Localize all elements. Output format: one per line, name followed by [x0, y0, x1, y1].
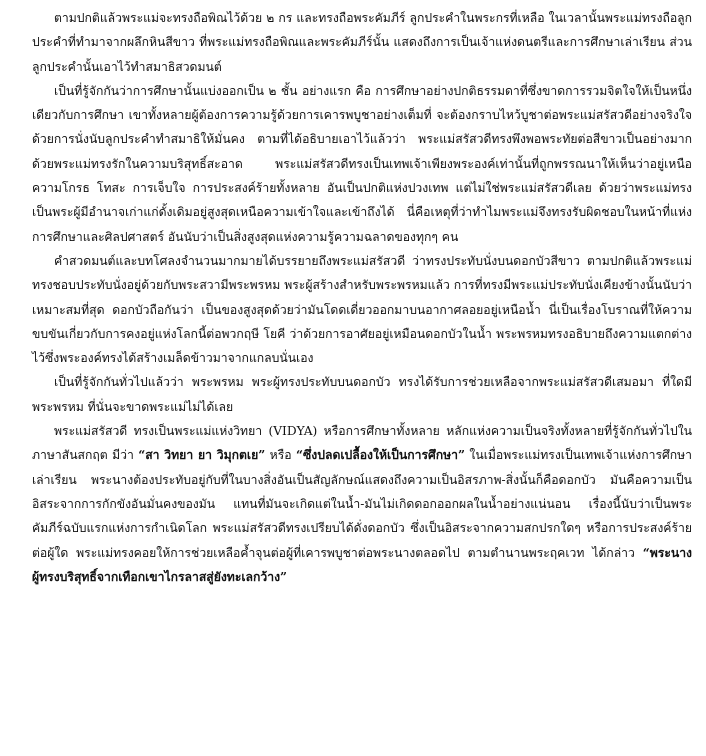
rigveda-quote: “พระนางผู้ทรงบริสุทธิ์จากเทือกเขาไกรลาสสู่ยังทะเลกว้าง” [32, 545, 692, 584]
paragraph-4: เป็นที่รู้จักกันทั่วไปแล้วว่า พระพรหม พระผู้ทรงประทับบนดอกบัว ทรงได้รับการช่วยเหลือจากพระแม่สรัสวดีเสมอมา ที่ใดมีพระพรหม ที่นั่นจะขาดพระแม่ไม่ได้เลย [32, 375, 692, 414]
paragraph-5-text: พระแม่สรัสวดี ทรงเป็นพระแม่แห่งวิทยา (VIDYA) หรือการศึกษาทั้งหลาย หลักแห่งความเป็นจริงทั้งหลายที่รู้จักกันทั่วไปในภาษาสันสกฤต มีว่า [32, 424, 692, 463]
paragraph-5-body: ในเมื่อพระแม่ทรงเป็นเทพเจ้าแห่งการศึกษาเล่าเรียน พระนางต้องประทับอยู่กับที่ในบางสิ่งอันเป็นสัญลักษณ์แสดงถึงความเป็นอิสรภาพ-สิ่งนั้นก็คือดอกบัว มันคือความเป็นอิสระจากการกักขังอันมั่นคงของมัน แทนที่มันจะเกิดแต่ในน้ำ-มันไม่เกิดดอกออกผลในน้ำอย่างแน่นอน เรื่องนี้นับว่าเป็นพระคัมภีร์ฉบับแรกแห่งการกำเนิดโลก พระแม่สรัสวดีทรงเปรียบได้ดั่งดอกบัว ซึ่งเป็นอิสระจากความสกปรกใดๆ หรือการประสงค์ร้ายต่อผู้ใด พระแม่ทรงคอยให้การช่วยเหลือค้ำจุนต่อผู้ที่เคารพบูชาต่อพระนางตลอดไป ตามตำนานพระฤคเวท ได้กล่าว [32, 448, 692, 560]
paragraph-5-connector: หรือ [265, 448, 297, 463]
sanskrit-quote: “สา วิทยา ยา วิมุกตเย” [138, 448, 266, 463]
paragraph-2: เป็นที่รู้จักกันว่าการศึกษานั้นแบ่งออกเป็น ๒ ชั้น อย่างแรก คือ การศึกษาอย่างปกติธรรมดาที่ซึ่งขาดการรวมจิตใจให้เป็นหนึ่งเดียวกับการศึกษา เขาทั้งหลายผู้ต้องการความรู้ด้วยการเคารพบูชาอย่างเต็มที่ จะต้องกราบไหว้บูชาต่อพระแม่สรัสวดีอย่างจริงใจ ด้วยการนั่งนับลูกประคำทำสมาธิให้มั่นคง ตามที่ได้อธิบายเอาไว้แล้วว่า พระแม่สรัสวดีทรงพึงพอพระทัยต่อสีขาวเป็นอย่างมาก ด้วยพระแม่ทรงรักในความบริสุทธิ์สะอาด พระแม่สรัสวดีทรงเป็นเทพเจ้าเพียงพระองค์เท่านั้นที่ถูกพรรณนาให้เห็นว่าอยู่เหนือความโกรธ โทสะ การเจ็บใจ การประสงค์ร้ายทั้งหลาย อันเป็นปกติแห่งปวงเทพ แต่ไม่ใช่พระแม่สรัสวดีเลย ด้วยว่าพระแม่ทรงเป็นพระผู้มีอำนาจเก่าแก่ดั้งเดิมอยู่สูงสุดเหนือความเข้าใจและเข้าถึงได้ นี่คือเหตุที่ว่าทำไมพระแม่จึงทรงรับผิดชอบในหน้าที่แห่งการศึกษาและศิลปศาสตร์ อันนับว่าเป็นสิ่งสูงสุดแห่งความรู้ความฉลาดของทุกๆ คน [32, 83, 692, 244]
paragraph-3: คำสวดมนต์และบทโศลงจำนวนมากมายได้บรรยายถึงพระแม่สรัสวดี ว่าทรงประทับนั่งบนดอกบัวสีขาว ตามปกติแล้วพระแม่ทรงชอบประทับนั่งอยู่ด้วยกับพระสวามีพระพรหม พระผู้สร้างสำหรับพระพรหมแล้ว การที่ทรงมีพระแม่ประทับนั่งเคียงข้างนั้นนับว่าเหมาะสมที่สุด ดอกบัวถือกันว่า เป็นของสูงสุดด้วยว่ามันโดดเดี่ยวออกมาบนอากาศลอยอยู่เหนือน้ำ นี่เป็นเรื่องโบราณที่ให้ความขบขันเกี่ยวกับการคงอยู่แห่งโลกนี้ต่อพวกฤษี โยคี ว่าด้วยการอาศัยอยู่เหมือนดอกบัวในน้ำ พระพรหมทรงอธิบายถึงความแตกต่างไว้ซึ่งพระองค์ทรงได้สร้างเมล็ดข้าวมาจากแกลบนั่นเอง [32, 253, 692, 366]
quote-translation: “ซึ่งปลดเปลื้องให้เป็นการศึกษา” [296, 448, 465, 463]
paragraph-1: ตามปกติแล้วพระแม่จะทรงถือพิณไว้ด้วย ๒ กร และทรงถือพระคัมภีร์ ลูกประคำในพระกรที่เหลือ ในเวลานั้นพระแม่ทรงถือลูกประคำที่ทำมาจากผลึกหินสีขาว ที่พระแม่ทรงถือพิณและพระคัมภีร์นั้น แสดงถึงการเป็นเจ้าแห่งดนตรีและการศึกษาเล่าเรียน ส่วนลูกประคำนั้นเอาไว้ทำสมาธิสวดมนต์ [32, 11, 692, 74]
paragraph-5 [32, 419, 692, 589]
